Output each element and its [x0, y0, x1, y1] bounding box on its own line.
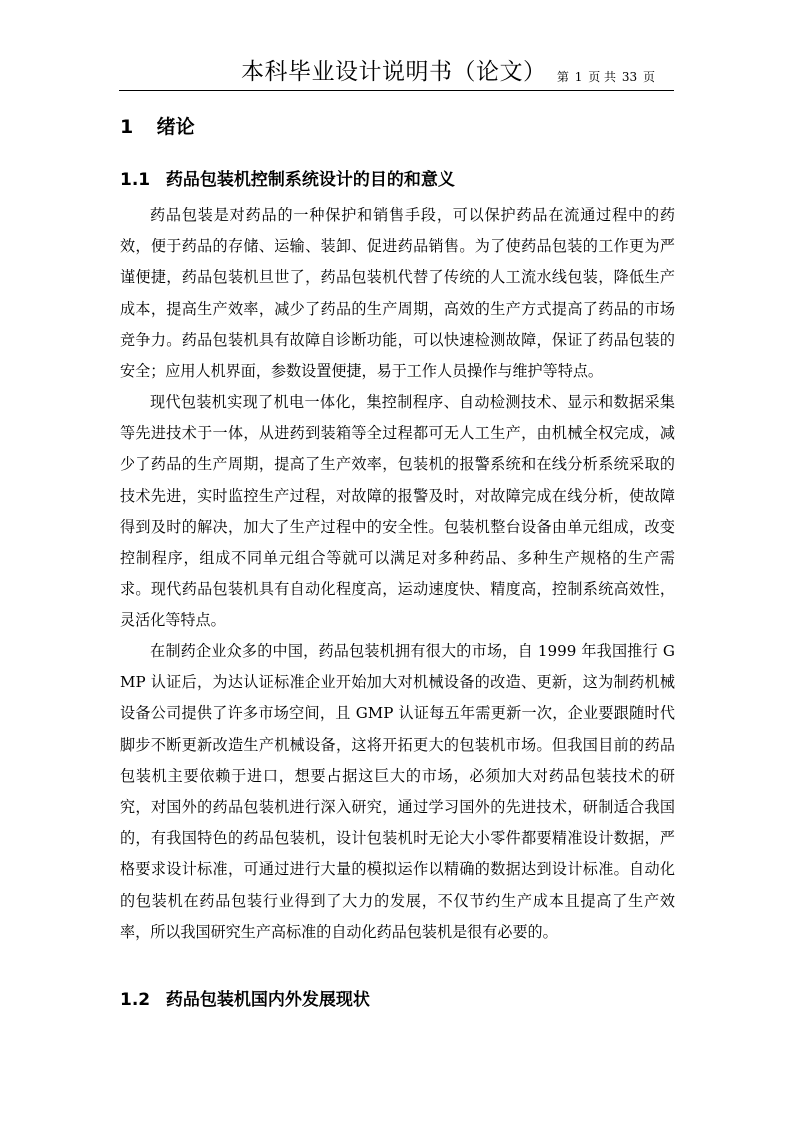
- section-heading: [120, 168, 455, 192]
- section-number: 1.2: [120, 990, 151, 1010]
- body-paragraph: 现代包装机实现了机电一体化，集控制程序、自动检测技术、显示和数据采集等先进技术于一体，从进药到装箱等全过程都可无人工生产，由机械全权完成，减少了药品的生产周期，提高了生产效率，包装机的报警系统和在线分析系统采取的技术先进，实时监控生产过程，对故障的报警及时，对故障完成在线分析，使故障得到及时的解决，加大了生产过程中的安全性。包装机整台设备由单元组成，改变控制程序，组成不同单元组合等就可以满足对多种药品、多种生产规格的生产需求。现代药品包装机具有自动化程度高，运动速度快、精度高，控制系统高效性，灵活化等特点。: [120, 393, 675, 630]
- chapter-title: 绪论: [156, 116, 195, 138]
- body-paragraph: 药品包装是对药品的一种保护和销售手段，可以保护药品在流通过程中的药效，便于药品的存储、运输、装卸、促进药品销售。为了使药品包装的工作更为严谨便捷，药品包装机旦世了，药品包装机代替了传统的人工流水线包装，降低生产成本，提高生产效率，减少了药品的生产周期，高效的生产方式提高了药品的市场竞争力。药品包装机具有故障自诊断功能，可以快速检测故障，保证了药品包装的安全；应用人机界面，参数设置便捷，易于工作人员操作与维护等特点。: [120, 206, 675, 381]
- page-indicator: [556, 70, 656, 84]
- total-pages: 33: [621, 70, 638, 84]
- chapter-heading: [120, 114, 195, 140]
- page-header: [119, 56, 674, 91]
- section-heading: [120, 988, 370, 1012]
- page-mid: 页 共: [588, 70, 617, 84]
- section-title: 药品包装机国内外发展现状: [165, 990, 370, 1010]
- document-title: 本科毕业设计说明书（论文）: [241, 59, 547, 85]
- section-number: 1.1: [120, 170, 151, 190]
- body-paragraph: 在制药企业众多的中国，药品包装机拥有很大的市场，自 1999 年我国推行 GMP 认证后，为达认证标准企业开始加大对机械设备的改造、更新，这为制药机械设备公司提供了许多市场空间，且 GMP 认证每五年需更新一次，企业要跟随时代脚步不断更新改造生产机械设备，这将开拓更大的包装机市场。但我国目前的药品包装机主要依赖于进口，想要占据这巨大的市场，必须加大对药品包装技术的研究，对国外的药品包装机进行深入研究，通过学习国外的先进技术，研制适合我国的，有我国特色的药品包装机，设计包装机时无论大小零件都要精准设计数据，严格要求设计标准，可通过进行大量的模拟运作以精确的数据达到设计标准。自动化的包装机在药品包装行业得到了大力的发展，不仅节约生产成本且提高了生产效率，所以我国研究生产高标准的自动化药品包装机是很有必要的。: [120, 642, 675, 941]
- section-title: 药品包装机控制系统设计的目的和意义: [165, 170, 455, 190]
- page-number: 1: [574, 70, 583, 84]
- chapter-number: 1: [120, 116, 134, 138]
- page-suffix: 页: [642, 70, 655, 84]
- page-prefix: 第: [556, 70, 569, 84]
